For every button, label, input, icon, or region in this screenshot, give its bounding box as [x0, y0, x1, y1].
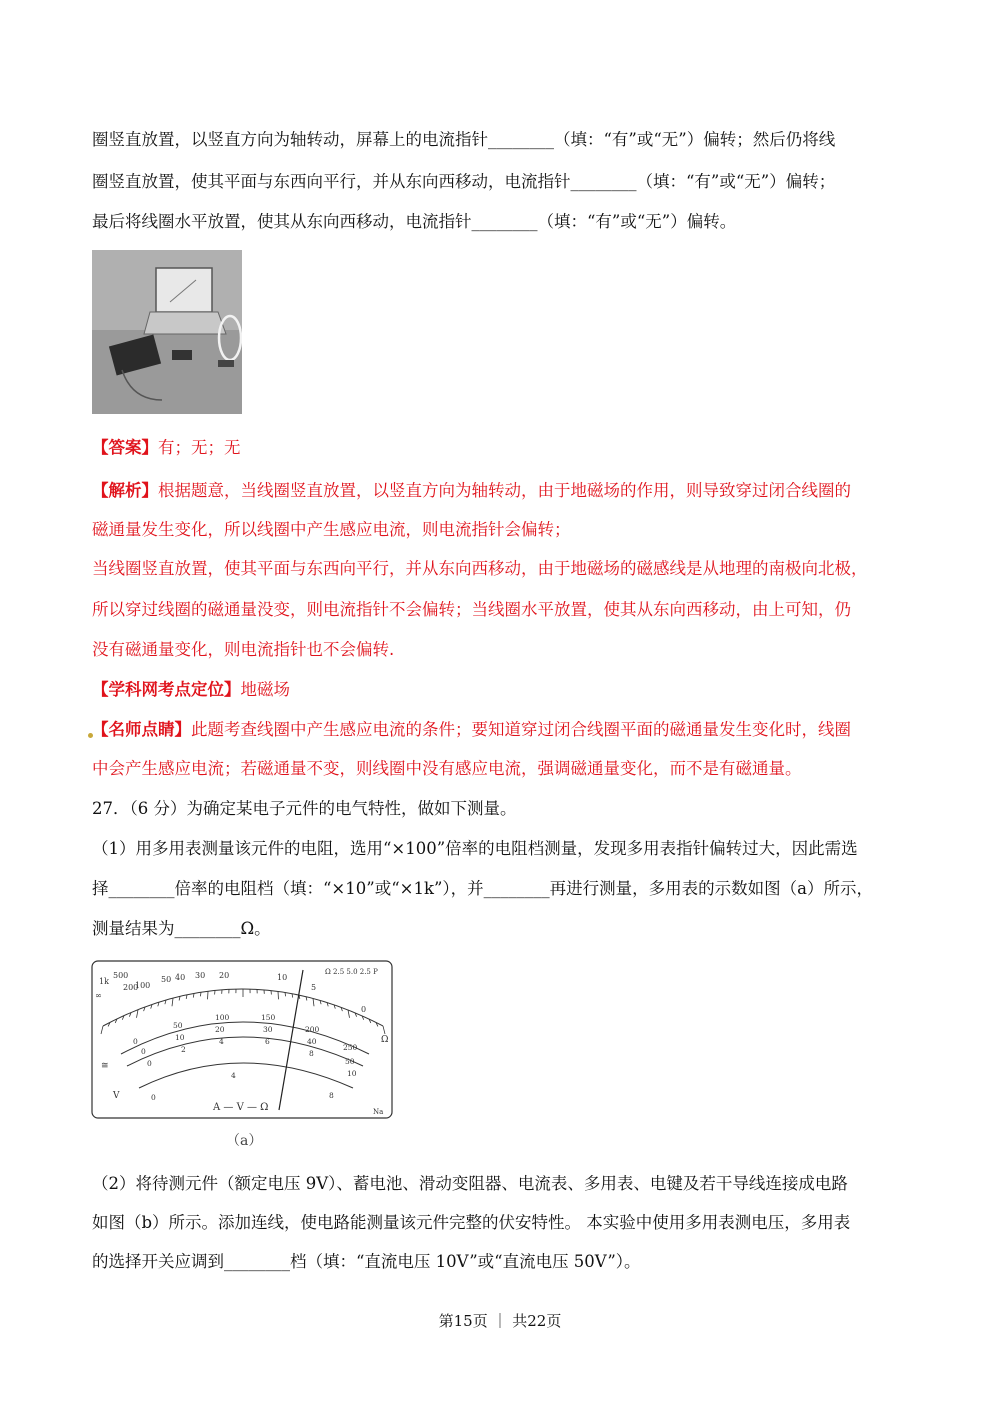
teacher-label: 【名师点睛】 — [92, 720, 191, 739]
mid2-tick-20: 20 — [215, 1025, 225, 1034]
mid-tick-0: 0 — [133, 1037, 138, 1046]
mid-tick-100: 100 — [215, 1013, 230, 1022]
ohm-tick-1k: 1k — [99, 977, 109, 986]
analysis-label: 【解析】 — [92, 481, 158, 500]
point-line — [92, 678, 290, 702]
question-text-line-1: 圈竖直放置，以竖直方向为轴转动，屏幕上的电流指针________（填：“有”或“无”）偏转；然后仍将线 — [92, 130, 836, 149]
low-tick-2: 2 — [181, 1045, 186, 1054]
analysis-line-2: 磁通量发生变化，所以线圈中产生感应电流，则电流指针会偏转； — [92, 520, 571, 539]
left-scale-label-2: V — [113, 1091, 120, 1101]
question-text-line-2: 圈竖直放置，使其平面与东西向平行，并从东向西移动，电流指针________（填：“有”或“无”）偏转； — [92, 172, 836, 191]
mid-tick-250: 250 — [343, 1043, 358, 1052]
dial-tick — [278, 991, 279, 999]
ohm-tick-50: 50 — [161, 975, 172, 984]
analysis-line-4: 所以穿过线圈的磁通量没变，则电流指针不会偏转；当线圈水平放置，使其从东向西移动，由上可知，仍 — [92, 600, 851, 619]
question-text-line-3: 最后将线圈水平放置，使其从东向西移动，电流指针________（填：“有”或“无”）偏转。 — [92, 212, 737, 231]
page-footer: 第15页 ｜ 共22页 — [438, 1312, 562, 1330]
mid2-tick-30: 30 — [263, 1025, 273, 1034]
analysis-line-5: 没有磁通量变化，则电流指针也不会偏转. — [92, 640, 395, 659]
ohm-tick-40: 40 — [175, 973, 186, 982]
figure-a-caption: （a） — [226, 1133, 263, 1149]
answer-line — [92, 436, 241, 460]
top-right-label: Ω 2.5 5.0 2.5 P — [325, 968, 378, 976]
question-27-part2-line-3: 的选择开关应调到________档（填：“直流电压 10V”或“直流电压 50V”）。 — [92, 1252, 641, 1271]
analysis-text-1: 根据题意，当线圈竖直放置，以竖直方向为轴转动，由于地磁场的作用，则导致穿过闭合线圈的 — [158, 481, 851, 500]
mid2-tick-40: 40 — [307, 1037, 317, 1046]
ohm-tick-100: 100 — [135, 981, 151, 990]
analysis-line-1 — [92, 479, 851, 503]
ohm-tick-0: 0 — [361, 1005, 367, 1014]
dial-tick — [208, 991, 209, 999]
mid2-tick-50: 50 — [345, 1057, 355, 1066]
inner-tick-8: 8 — [329, 1091, 334, 1100]
inner-tick-0: 0 — [151, 1093, 156, 1102]
mid2-tick-0: 0 — [141, 1047, 146, 1056]
question-27-part1-line-3: 测量结果为________Ω。 — [92, 919, 271, 938]
question-27-title: 27．（6 分）为确定某电子元件的电气特性，做如下测量。 — [92, 799, 517, 818]
mid2-tick-10: 10 — [175, 1033, 185, 1042]
scale-unit-label: A — V — Ω — [213, 1102, 269, 1113]
question-27-part1-line-1: （1）用多用表测量该元件的电阻，选用“×100”倍率的电阻档测量，发现多用表指针偏转过大，因此需选 — [92, 839, 858, 858]
low-tick-4: 4 — [219, 1037, 224, 1046]
ohm-tick-20: 20 — [219, 971, 230, 980]
answer-text: 有；无；无 — [158, 438, 241, 457]
corner-label: Na — [373, 1108, 384, 1116]
low-tick-6: 6 — [265, 1037, 270, 1046]
question-27-part1-line-2: 择________倍率的电阻档（填：“×10”或“×1k”），并________再进行测量，多用表的示数如图（a）所示， — [92, 879, 873, 898]
inner-tick-4: 4 — [231, 1071, 236, 1080]
question-27-part2-line-1: （2）将待测元件（额定电压 9V）、蓄电池、滑动变阻器、电流表、多用表、电键及若干导线连接成电路 — [92, 1174, 848, 1193]
left-scale-label: ≅ — [101, 1061, 109, 1071]
mid-tick-200: 200 — [305, 1025, 320, 1034]
multimeter-dial-figure — [91, 960, 393, 1120]
ohm-tick-500: 500 — [113, 971, 129, 980]
low-tick-8: 8 — [309, 1049, 314, 1058]
teacher-line-2: 中会产生感应电流；若磁通量不变，则线圈中没有感应电流，强调磁通量变化，而不是有磁通量。 — [92, 759, 802, 778]
low-tick-0: 0 — [147, 1059, 152, 1068]
answer-label: 【答案】 — [92, 438, 158, 457]
low-tick-10: 10 — [347, 1069, 357, 1078]
ohm-tick-5: 5 — [311, 983, 317, 992]
point-text: 地磁场 — [240, 680, 290, 699]
ohm-tick-10: 10 — [277, 973, 288, 982]
ohm-tick-200: 200 — [123, 983, 139, 992]
teacher-line-1 — [92, 718, 851, 742]
teacher-text-1: 此题考查线圈中产生感应电流的条件；要知道穿过闭合线圈平面的磁通量发生变化时，线圈 — [191, 720, 851, 739]
point-label: 【学科网考点定位】 — [92, 680, 241, 699]
question-27-part2-line-2: 如图（b）所示。添加连线，使电路能测量该元件完整的伏安特性。 本实验中使用多用表测电压，多用表 — [92, 1213, 851, 1232]
mid-tick-150: 150 — [261, 1013, 276, 1022]
infinity-mark: ∞ — [95, 991, 102, 1000]
omega-symbol: Ω — [381, 1035, 389, 1045]
ohm-tick-30: 30 — [195, 971, 206, 980]
experiment-photo — [92, 250, 242, 414]
mid-tick-50: 50 — [173, 1021, 183, 1030]
analysis-line-3: 当线圈竖直放置，使其平面与东西向平行，并从东向西移动，由于地磁场的磁感线是从地理的南极向北极， — [92, 559, 868, 578]
